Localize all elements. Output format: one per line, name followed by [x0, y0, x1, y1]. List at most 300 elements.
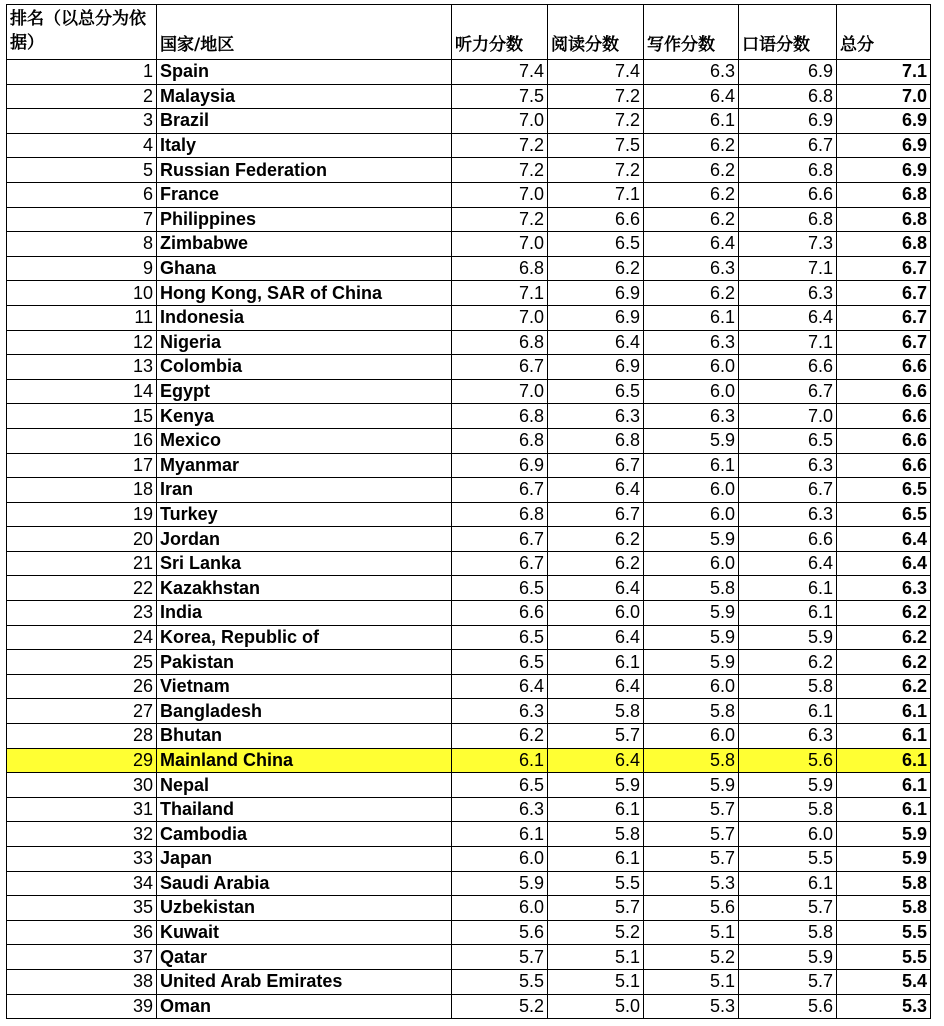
table-row — [7, 478, 931, 503]
rank-cell: 1 — [7, 60, 157, 85]
listening-cell: 6.4 — [452, 674, 548, 699]
country-cell: Vietnam — [157, 674, 452, 699]
table-row — [7, 256, 931, 281]
country-cell: Russian Federation — [157, 158, 452, 183]
rank-cell: 4 — [7, 133, 157, 158]
country-cell: Iran — [157, 478, 452, 503]
total-cell: 6.6 — [837, 428, 931, 453]
reading-cell: 5.7 — [548, 724, 644, 749]
reading-cell: 6.7 — [548, 502, 644, 527]
header-row — [7, 5, 931, 60]
total-cell: 6.1 — [837, 699, 931, 724]
writing-cell: 6.3 — [644, 60, 739, 85]
total-cell: 6.6 — [837, 404, 931, 429]
country-cell: Saudi Arabia — [157, 871, 452, 896]
table-row — [7, 527, 931, 552]
country-cell: Korea, Republic of — [157, 625, 452, 650]
total-cell: 5.9 — [837, 847, 931, 872]
table-row — [7, 994, 931, 1019]
speaking-cell: 6.1 — [739, 601, 837, 626]
total-cell: 6.7 — [837, 330, 931, 355]
rank-cell: 26 — [7, 674, 157, 699]
total-cell: 5.9 — [837, 822, 931, 847]
reading-cell: 7.4 — [548, 60, 644, 85]
speaking-cell: 6.7 — [739, 379, 837, 404]
rank-cell: 14 — [7, 379, 157, 404]
listening-cell: 5.7 — [452, 945, 548, 970]
reading-cell: 5.5 — [548, 871, 644, 896]
speaking-cell: 6.8 — [739, 207, 837, 232]
speaking-cell: 6.2 — [739, 650, 837, 675]
reading-cell: 6.2 — [548, 527, 644, 552]
listening-cell: 6.1 — [452, 748, 548, 773]
reading-cell: 5.8 — [548, 699, 644, 724]
rank-cell: 5 — [7, 158, 157, 183]
listening-cell: 6.0 — [452, 896, 548, 921]
country-cell: Egypt — [157, 379, 452, 404]
writing-cell: 5.7 — [644, 847, 739, 872]
header-country: 国家/地区 — [157, 5, 452, 60]
writing-cell: 6.3 — [644, 404, 739, 429]
speaking-cell: 6.1 — [739, 576, 837, 601]
table-row — [7, 133, 931, 158]
total-cell: 6.9 — [837, 109, 931, 134]
total-cell: 6.1 — [837, 773, 931, 798]
speaking-cell: 5.7 — [739, 969, 837, 994]
reading-cell: 6.4 — [548, 748, 644, 773]
writing-cell: 6.3 — [644, 330, 739, 355]
writing-cell: 5.9 — [644, 527, 739, 552]
rank-cell: 6 — [7, 182, 157, 207]
writing-cell: 5.9 — [644, 428, 739, 453]
rank-cell: 27 — [7, 699, 157, 724]
rank-cell: 7 — [7, 207, 157, 232]
reading-cell: 6.2 — [548, 551, 644, 576]
rank-cell: 13 — [7, 355, 157, 380]
country-cell: Turkey — [157, 502, 452, 527]
speaking-cell: 6.8 — [739, 84, 837, 109]
reading-cell: 6.3 — [548, 404, 644, 429]
speaking-cell: 6.6 — [739, 355, 837, 380]
table-row — [7, 305, 931, 330]
reading-cell: 6.8 — [548, 428, 644, 453]
reading-cell: 6.4 — [548, 478, 644, 503]
total-cell: 6.5 — [837, 502, 931, 527]
writing-cell: 5.9 — [644, 625, 739, 650]
table-row — [7, 207, 931, 232]
speaking-cell: 6.3 — [739, 502, 837, 527]
listening-cell: 5.9 — [452, 871, 548, 896]
table-row — [7, 576, 931, 601]
total-cell: 5.8 — [837, 871, 931, 896]
rank-cell: 15 — [7, 404, 157, 429]
listening-cell: 6.0 — [452, 847, 548, 872]
total-cell: 6.8 — [837, 207, 931, 232]
table-row — [7, 847, 931, 872]
country-cell: Cambodia — [157, 822, 452, 847]
reading-cell: 7.2 — [548, 109, 644, 134]
writing-cell: 5.7 — [644, 797, 739, 822]
reading-cell: 5.0 — [548, 994, 644, 1019]
rank-cell: 3 — [7, 109, 157, 134]
table-row — [7, 773, 931, 798]
speaking-cell: 7.0 — [739, 404, 837, 429]
rank-cell: 36 — [7, 920, 157, 945]
writing-cell: 6.0 — [644, 551, 739, 576]
speaking-cell: 5.8 — [739, 797, 837, 822]
listening-cell: 7.5 — [452, 84, 548, 109]
table-row — [7, 182, 931, 207]
reading-cell: 6.1 — [548, 650, 644, 675]
rank-cell: 8 — [7, 232, 157, 257]
listening-cell: 6.5 — [452, 576, 548, 601]
listening-cell: 6.8 — [452, 404, 548, 429]
country-cell: Thailand — [157, 797, 452, 822]
total-cell: 5.5 — [837, 920, 931, 945]
rank-cell: 17 — [7, 453, 157, 478]
table-row — [7, 748, 931, 773]
total-cell: 7.1 — [837, 60, 931, 85]
writing-cell: 6.2 — [644, 207, 739, 232]
table-row — [7, 625, 931, 650]
country-cell: Indonesia — [157, 305, 452, 330]
writing-cell: 5.7 — [644, 822, 739, 847]
listening-cell: 7.0 — [452, 379, 548, 404]
speaking-cell: 6.4 — [739, 305, 837, 330]
country-cell: Mexico — [157, 428, 452, 453]
table-row — [7, 896, 931, 921]
country-cell: Zimbabwe — [157, 232, 452, 257]
total-cell: 6.1 — [837, 748, 931, 773]
writing-cell: 6.1 — [644, 305, 739, 330]
total-cell: 6.4 — [837, 551, 931, 576]
rank-cell: 33 — [7, 847, 157, 872]
rank-cell: 25 — [7, 650, 157, 675]
header-rank: 排名（以总分为依据） — [7, 5, 157, 60]
listening-cell: 6.8 — [452, 330, 548, 355]
rank-cell: 32 — [7, 822, 157, 847]
country-cell: Japan — [157, 847, 452, 872]
speaking-cell: 6.6 — [739, 527, 837, 552]
table-row — [7, 920, 931, 945]
table-row — [7, 60, 931, 85]
country-cell: France — [157, 182, 452, 207]
speaking-cell: 5.9 — [739, 625, 837, 650]
total-cell: 6.2 — [837, 601, 931, 626]
speaking-cell: 5.6 — [739, 748, 837, 773]
listening-cell: 6.7 — [452, 355, 548, 380]
writing-cell: 5.8 — [644, 699, 739, 724]
country-cell: Kuwait — [157, 920, 452, 945]
table-row — [7, 355, 931, 380]
header-reading: 阅读分数 — [548, 5, 644, 60]
speaking-cell: 6.4 — [739, 551, 837, 576]
country-cell: Bhutan — [157, 724, 452, 749]
writing-cell: 6.2 — [644, 281, 739, 306]
speaking-cell: 5.8 — [739, 674, 837, 699]
total-cell: 6.8 — [837, 232, 931, 257]
country-cell: Nigeria — [157, 330, 452, 355]
writing-cell: 6.0 — [644, 478, 739, 503]
rank-cell: 28 — [7, 724, 157, 749]
writing-cell: 6.4 — [644, 84, 739, 109]
speaking-cell: 6.0 — [739, 822, 837, 847]
reading-cell: 7.1 — [548, 182, 644, 207]
total-cell: 6.6 — [837, 453, 931, 478]
reading-cell: 6.4 — [548, 330, 644, 355]
country-cell: Kenya — [157, 404, 452, 429]
reading-cell: 7.2 — [548, 158, 644, 183]
writing-cell: 6.0 — [644, 379, 739, 404]
country-cell: United Arab Emirates — [157, 969, 452, 994]
speaking-cell: 5.9 — [739, 945, 837, 970]
ranking-table — [6, 4, 931, 1019]
table-row — [7, 502, 931, 527]
total-cell: 6.8 — [837, 182, 931, 207]
total-cell: 6.6 — [837, 379, 931, 404]
total-cell: 6.5 — [837, 478, 931, 503]
listening-cell: 6.2 — [452, 724, 548, 749]
reading-cell: 5.8 — [548, 822, 644, 847]
rank-cell: 31 — [7, 797, 157, 822]
country-cell: Pakistan — [157, 650, 452, 675]
writing-cell: 5.9 — [644, 773, 739, 798]
rank-cell: 10 — [7, 281, 157, 306]
country-cell: Philippines — [157, 207, 452, 232]
reading-cell: 6.1 — [548, 847, 644, 872]
total-cell: 7.0 — [837, 84, 931, 109]
rank-cell: 30 — [7, 773, 157, 798]
listening-cell: 6.5 — [452, 650, 548, 675]
header-listening: 听力分数 — [452, 5, 548, 60]
total-cell: 6.4 — [837, 527, 931, 552]
table-row — [7, 601, 931, 626]
country-cell: Italy — [157, 133, 452, 158]
table-row — [7, 699, 931, 724]
writing-cell: 6.0 — [644, 502, 739, 527]
table-row — [7, 797, 931, 822]
listening-cell: 6.5 — [452, 773, 548, 798]
header-speaking: 口语分数 — [739, 5, 837, 60]
writing-cell: 6.2 — [644, 158, 739, 183]
reading-cell: 5.9 — [548, 773, 644, 798]
speaking-cell: 6.9 — [739, 109, 837, 134]
country-cell: Mainland China — [157, 748, 452, 773]
reading-cell: 6.4 — [548, 674, 644, 699]
rank-cell: 39 — [7, 994, 157, 1019]
country-cell: Bangladesh — [157, 699, 452, 724]
header-writing: 写作分数 — [644, 5, 739, 60]
writing-cell: 5.3 — [644, 994, 739, 1019]
country-cell: Myanmar — [157, 453, 452, 478]
writing-cell: 6.2 — [644, 182, 739, 207]
reading-cell: 6.9 — [548, 281, 644, 306]
writing-cell: 5.9 — [644, 650, 739, 675]
reading-cell: 7.5 — [548, 133, 644, 158]
writing-cell: 5.6 — [644, 896, 739, 921]
country-cell: Hong Kong, SAR of China — [157, 281, 452, 306]
speaking-cell: 7.1 — [739, 330, 837, 355]
rank-cell: 29 — [7, 748, 157, 773]
listening-cell: 7.1 — [452, 281, 548, 306]
writing-cell: 6.1 — [644, 453, 739, 478]
total-cell: 6.7 — [837, 305, 931, 330]
listening-cell: 7.0 — [452, 109, 548, 134]
writing-cell: 5.9 — [644, 601, 739, 626]
speaking-cell: 6.3 — [739, 281, 837, 306]
listening-cell: 7.2 — [452, 158, 548, 183]
speaking-cell: 6.3 — [739, 453, 837, 478]
reading-cell: 6.1 — [548, 797, 644, 822]
speaking-cell: 6.3 — [739, 724, 837, 749]
table-row — [7, 551, 931, 576]
reading-cell: 6.2 — [548, 256, 644, 281]
table-row — [7, 379, 931, 404]
table-row — [7, 674, 931, 699]
table-row — [7, 330, 931, 355]
listening-cell: 6.5 — [452, 625, 548, 650]
reading-cell: 6.0 — [548, 601, 644, 626]
reading-cell: 6.7 — [548, 453, 644, 478]
country-cell: Sri Lanka — [157, 551, 452, 576]
listening-cell: 6.9 — [452, 453, 548, 478]
reading-cell: 6.5 — [548, 232, 644, 257]
reading-cell: 5.2 — [548, 920, 644, 945]
total-cell: 5.3 — [837, 994, 931, 1019]
speaking-cell: 5.5 — [739, 847, 837, 872]
speaking-cell: 7.1 — [739, 256, 837, 281]
listening-cell: 7.4 — [452, 60, 548, 85]
speaking-cell: 7.3 — [739, 232, 837, 257]
rank-cell: 23 — [7, 601, 157, 626]
table-row — [7, 281, 931, 306]
rank-cell: 20 — [7, 527, 157, 552]
country-cell: Malaysia — [157, 84, 452, 109]
listening-cell: 5.2 — [452, 994, 548, 1019]
rank-cell: 9 — [7, 256, 157, 281]
country-cell: India — [157, 601, 452, 626]
country-cell: Spain — [157, 60, 452, 85]
table-row — [7, 822, 931, 847]
table-row — [7, 232, 931, 257]
speaking-cell: 6.8 — [739, 158, 837, 183]
total-cell: 6.6 — [837, 355, 931, 380]
reading-cell: 7.2 — [548, 84, 644, 109]
country-cell: Uzbekistan — [157, 896, 452, 921]
writing-cell: 6.4 — [644, 232, 739, 257]
speaking-cell: 6.7 — [739, 133, 837, 158]
speaking-cell: 5.8 — [739, 920, 837, 945]
reading-cell: 6.9 — [548, 355, 644, 380]
rank-cell: 35 — [7, 896, 157, 921]
reading-cell: 5.1 — [548, 969, 644, 994]
rank-cell: 24 — [7, 625, 157, 650]
table-row — [7, 650, 931, 675]
listening-cell: 6.3 — [452, 797, 548, 822]
header-total: 总分 — [837, 5, 931, 60]
writing-cell: 5.3 — [644, 871, 739, 896]
writing-cell: 5.8 — [644, 576, 739, 601]
reading-cell: 6.5 — [548, 379, 644, 404]
writing-cell: 5.1 — [644, 969, 739, 994]
table-row — [7, 871, 931, 896]
total-cell: 6.9 — [837, 133, 931, 158]
writing-cell: 5.8 — [644, 748, 739, 773]
reading-cell: 6.9 — [548, 305, 644, 330]
country-cell: Ghana — [157, 256, 452, 281]
speaking-cell: 6.1 — [739, 871, 837, 896]
writing-cell: 6.0 — [644, 674, 739, 699]
speaking-cell: 5.7 — [739, 896, 837, 921]
country-cell: Kazakhstan — [157, 576, 452, 601]
table-row — [7, 84, 931, 109]
country-cell: Nepal — [157, 773, 452, 798]
rank-cell: 34 — [7, 871, 157, 896]
listening-cell: 6.8 — [452, 502, 548, 527]
listening-cell: 6.8 — [452, 256, 548, 281]
listening-cell: 6.8 — [452, 428, 548, 453]
listening-cell: 7.2 — [452, 133, 548, 158]
country-cell: Oman — [157, 994, 452, 1019]
reading-cell: 5.7 — [548, 896, 644, 921]
speaking-cell: 6.9 — [739, 60, 837, 85]
total-cell: 6.7 — [837, 256, 931, 281]
reading-cell: 6.6 — [548, 207, 644, 232]
listening-cell: 6.7 — [452, 551, 548, 576]
rank-cell: 38 — [7, 969, 157, 994]
speaking-cell: 5.6 — [739, 994, 837, 1019]
rank-cell: 2 — [7, 84, 157, 109]
speaking-cell: 6.1 — [739, 699, 837, 724]
listening-cell: 6.7 — [452, 527, 548, 552]
listening-cell: 7.2 — [452, 207, 548, 232]
table-row — [7, 453, 931, 478]
listening-cell: 6.3 — [452, 699, 548, 724]
speaking-cell: 6.5 — [739, 428, 837, 453]
writing-cell: 6.1 — [644, 109, 739, 134]
total-cell: 6.2 — [837, 674, 931, 699]
total-cell: 5.5 — [837, 945, 931, 970]
rank-cell: 12 — [7, 330, 157, 355]
listening-cell: 5.5 — [452, 969, 548, 994]
table-row — [7, 404, 931, 429]
listening-cell: 7.0 — [452, 182, 548, 207]
total-cell: 6.2 — [837, 625, 931, 650]
listening-cell: 6.6 — [452, 601, 548, 626]
rank-cell: 11 — [7, 305, 157, 330]
listening-cell: 7.0 — [452, 305, 548, 330]
listening-cell: 5.6 — [452, 920, 548, 945]
rank-cell: 21 — [7, 551, 157, 576]
listening-cell: 6.1 — [452, 822, 548, 847]
total-cell: 6.7 — [837, 281, 931, 306]
table-body — [7, 60, 931, 1019]
total-cell: 6.9 — [837, 158, 931, 183]
rank-cell: 19 — [7, 502, 157, 527]
table-row — [7, 428, 931, 453]
writing-cell: 5.1 — [644, 920, 739, 945]
table-row — [7, 109, 931, 134]
total-cell: 6.3 — [837, 576, 931, 601]
rank-cell: 16 — [7, 428, 157, 453]
total-cell: 6.1 — [837, 797, 931, 822]
speaking-cell: 6.7 — [739, 478, 837, 503]
total-cell: 5.4 — [837, 969, 931, 994]
writing-cell: 6.2 — [644, 133, 739, 158]
rank-cell: 22 — [7, 576, 157, 601]
total-cell: 5.8 — [837, 896, 931, 921]
reading-cell: 6.4 — [548, 625, 644, 650]
